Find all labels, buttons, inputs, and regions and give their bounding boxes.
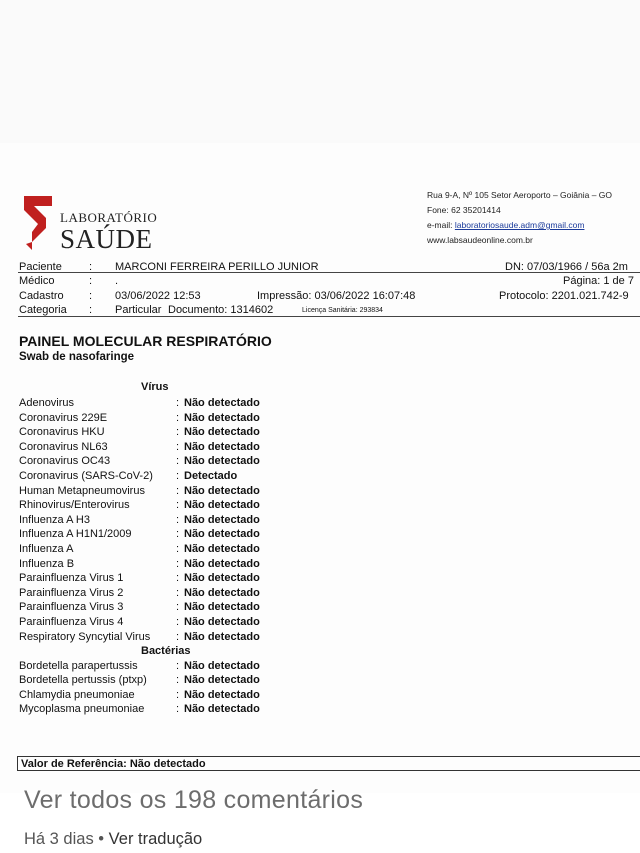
lab-contact xyxy=(427,188,612,248)
result-colon: : xyxy=(176,484,180,497)
logo-small-text: LABORATÓRIO xyxy=(60,210,158,225)
top-blank-area xyxy=(0,0,640,143)
result-value: Não detectado xyxy=(184,703,260,716)
result-value: Não detectado xyxy=(184,601,260,614)
result-row xyxy=(19,527,319,542)
logo-big-text: SAÚDE xyxy=(60,224,153,254)
report-subtitle: Swab de nasofaringe xyxy=(19,351,135,363)
result-colon: : xyxy=(176,557,180,570)
paciente-label: Paciente xyxy=(19,261,62,273)
meta-separator: • xyxy=(93,830,109,848)
virus-section-header: Vírus xyxy=(141,381,169,393)
result-row xyxy=(19,396,319,411)
result-row xyxy=(19,542,319,557)
view-all-comments-link[interactable]: Ver todos os 198 comentários xyxy=(24,786,364,814)
result-value: Não detectado xyxy=(184,542,260,555)
result-colon: : xyxy=(176,542,180,555)
lab-phone: Fone: 62 35201414 xyxy=(427,205,501,215)
lab-email-line xyxy=(427,218,612,233)
result-row xyxy=(19,498,319,513)
reference-value-box: Valor de Referência: Não detectado xyxy=(17,756,640,771)
result-row xyxy=(19,425,319,440)
pathogen-name: Influenza A H3 xyxy=(19,513,90,526)
result-colon: : xyxy=(176,674,180,687)
result-value: Não detectado xyxy=(184,455,260,468)
pathogen-name: Parainfluenza Virus 2 xyxy=(19,586,124,599)
pathogen-name: Influenza A xyxy=(19,542,74,555)
paciente-colon: : xyxy=(89,261,93,273)
result-colon: : xyxy=(176,397,180,409)
result-row xyxy=(19,600,319,615)
categoria-value: Particular xyxy=(115,304,162,316)
pathogen-name: Parainfluenza Virus 1 xyxy=(19,572,124,585)
result-value: Não detectado xyxy=(184,528,260,541)
result-colon: : xyxy=(176,586,180,599)
divider xyxy=(18,316,640,317)
post-meta xyxy=(24,830,202,849)
lab-email-link[interactable]: laboratoriosaude.adm@gmail.com xyxy=(454,220,585,230)
result-value: Não detectado xyxy=(184,572,260,585)
pathogen-name: Chlamydia pneumoniae xyxy=(19,688,135,701)
result-value: Não detectado xyxy=(184,615,260,628)
bacteria-results xyxy=(19,659,319,717)
result-colon: : xyxy=(176,411,180,424)
result-value: Não detectado xyxy=(184,426,260,439)
result-colon: : xyxy=(176,688,180,701)
result-colon: : xyxy=(176,440,180,453)
result-colon: : xyxy=(176,426,180,439)
post-time: Há 3 dias xyxy=(24,830,94,848)
result-value: Não detectado xyxy=(184,397,260,409)
lab-email-label: e-mail: xyxy=(427,220,455,230)
categoria-label: Categoria xyxy=(19,304,67,316)
virus-results xyxy=(19,396,319,644)
pathogen-name: Human Metapneumovirus xyxy=(19,484,145,497)
result-row xyxy=(19,557,319,572)
result-value: Detectado xyxy=(184,469,238,482)
result-value: Não detectado xyxy=(184,630,260,643)
medico-colon: : xyxy=(89,275,93,287)
result-colon: : xyxy=(176,499,180,512)
pathogen-name: Influenza B xyxy=(19,557,75,570)
result-row xyxy=(19,688,319,703)
lab-logo-icon xyxy=(20,192,56,252)
result-value: Não detectado xyxy=(184,688,260,701)
pathogen-name: Adenovirus xyxy=(19,397,75,409)
result-colon: : xyxy=(176,528,180,541)
pathogen-name: Coronavirus (SARS-CoV-2) xyxy=(19,469,153,482)
pathogen-name: Parainfluenza Virus 4 xyxy=(19,615,124,628)
result-colon: : xyxy=(176,572,180,585)
medico-value: . xyxy=(115,275,119,287)
licenca-value: Licença Sanitária: 293834 xyxy=(302,307,383,314)
pathogen-name: Respiratory Syncytial Virus xyxy=(19,630,151,643)
pathogen-name: Bordetella parapertussis xyxy=(19,659,138,672)
lab-logo xyxy=(20,190,160,254)
pathogen-name: Coronavirus NL63 xyxy=(19,440,108,453)
impressao-value: Impressão: 03/06/2022 16:07:48 xyxy=(257,290,416,302)
result-value: Não detectado xyxy=(184,674,260,687)
result-value: Não detectado xyxy=(184,659,260,672)
result-colon: : xyxy=(176,659,180,672)
result-value: Não detectado xyxy=(184,484,260,497)
result-row xyxy=(19,630,319,645)
result-row xyxy=(19,615,319,630)
cadastro-colon: : xyxy=(89,290,93,302)
result-value: Não detectado xyxy=(184,513,260,526)
pathogen-name: Coronavirus OC43 xyxy=(19,455,111,468)
paciente-value: MARCONI FERREIRA PERILLO JUNIOR xyxy=(115,261,319,273)
medico-label: Médico xyxy=(19,275,55,287)
result-value: Não detectado xyxy=(184,440,260,453)
pathogen-name: Bordetella pertussis (ptxp) xyxy=(19,674,147,687)
result-row xyxy=(19,469,319,484)
bacteria-section-header: Bactérias xyxy=(141,645,191,658)
result-row xyxy=(19,454,319,469)
see-translation-link[interactable]: Ver tradução xyxy=(108,830,203,848)
pathogen-name: Parainfluenza Virus 3 xyxy=(19,601,124,614)
result-row xyxy=(19,673,319,688)
pathogen-name: Coronavirus HKU xyxy=(19,426,105,439)
result-colon: : xyxy=(176,469,180,482)
result-row xyxy=(19,702,319,717)
cadastro-label: Cadastro xyxy=(19,290,64,302)
pathogen-name: Mycoplasma pneumoniae xyxy=(19,703,145,716)
pathogen-name: Coronavirus 229E xyxy=(19,411,108,424)
result-colon: : xyxy=(176,630,180,643)
result-value: Não detectado xyxy=(184,557,260,570)
result-row xyxy=(19,484,319,499)
cadastro-value: 03/06/2022 12:53 xyxy=(115,290,201,302)
categoria-colon: : xyxy=(89,304,93,316)
result-row xyxy=(19,659,319,674)
results-list xyxy=(19,396,319,717)
protocolo-value: Protocolo: 2201.021.742-9 xyxy=(499,290,629,302)
lab-address: Rua 9-A, Nº 105 Setor Aeroporto – Goiânia – GO xyxy=(427,190,613,200)
divider xyxy=(18,272,640,273)
result-colon: : xyxy=(176,601,180,614)
result-row xyxy=(19,440,319,455)
documento-value: Documento: 1314602 xyxy=(168,304,274,316)
result-row xyxy=(19,513,319,528)
result-row xyxy=(19,586,319,601)
result-row xyxy=(19,411,319,426)
pagina-value: Página: 1 de 7 xyxy=(563,275,634,287)
result-value: Não detectado xyxy=(184,499,260,512)
result-colon: : xyxy=(176,513,180,526)
result-colon: : xyxy=(176,703,180,716)
pathogen-name: Influenza A H1N1/2009 xyxy=(19,528,132,541)
dn-value: DN: 07/03/1966 / 56a 2m xyxy=(505,261,628,273)
result-value: Não detectado xyxy=(184,411,260,424)
report-title: PAINEL MOLECULAR RESPIRATÓRIO xyxy=(19,333,272,349)
result-value: Não detectado xyxy=(184,586,260,599)
result-row xyxy=(19,571,319,586)
result-colon: : xyxy=(176,615,180,628)
pathogen-name: Rhinovirus/Enterovirus xyxy=(19,499,130,512)
lab-website: www.labsaudeonline.com.br xyxy=(427,235,533,245)
result-colon: : xyxy=(176,455,180,468)
bacteria-section-row xyxy=(19,644,319,659)
